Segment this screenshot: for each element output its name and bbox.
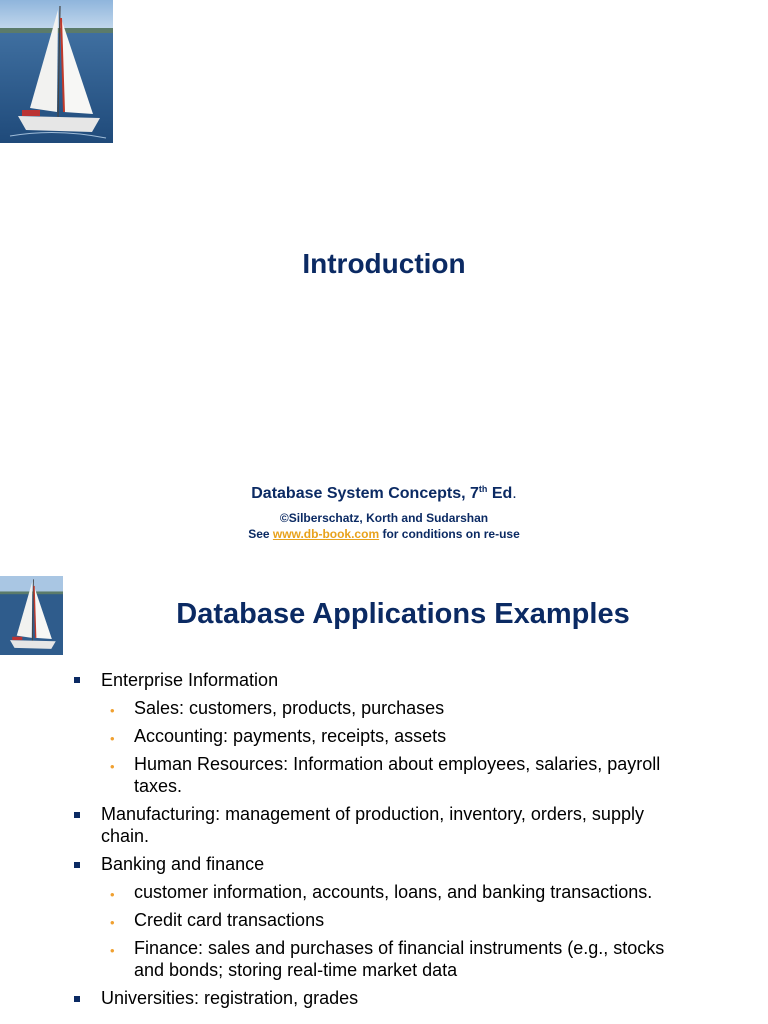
list-item: customer information, accounts, loans, and banking transactions. [134, 882, 653, 902]
dot-bullet-icon: • [110, 703, 115, 718]
dot-bullet-icon: • [110, 943, 115, 958]
sailboat-image [0, 576, 63, 655]
list-item: Credit card transactions [134, 910, 325, 930]
edition-suffix: Ed [487, 485, 513, 502]
dot-bullet-icon: • [110, 887, 115, 902]
dot-bullet-icon: • [110, 915, 115, 930]
square-bullet-icon [74, 677, 80, 683]
reuse-prefix: See [248, 527, 273, 541]
list-item: Universities: registration, grades [101, 988, 359, 1008]
db-book-link[interactable]: www.db-book.com [272, 527, 380, 541]
list-item: Finance: sales and purchases of financial instruments (e.g., stocks and bonds; storing real-time market data [134, 938, 665, 980]
list-item: Enterprise Information [101, 670, 279, 690]
book-title-text: Database System Concepts, 7 [251, 485, 479, 502]
dot-bullet-icon: • [110, 759, 115, 774]
list-item: Banking and finance [101, 854, 265, 874]
slide-database-applications [0, 576, 768, 1024]
square-bullet-icon [74, 996, 80, 1002]
copyright-line: ©Silberschatz, Korth and Sudarshan [279, 511, 489, 525]
list-item: Manufacturing: management of production, inventory, orders, supply chain. [101, 804, 644, 846]
square-bullet-icon [74, 862, 80, 868]
list-item: Sales: customers, products, purchases [134, 698, 445, 718]
reuse-suffix: for conditions on re-use [379, 527, 520, 541]
edition-superscript: th [478, 484, 488, 494]
square-bullet-icon [74, 812, 80, 818]
dot-bullet-icon: • [110, 731, 115, 746]
list-item: Accounting: payments, receipts, assets [134, 726, 447, 746]
book-title [0, 484, 768, 503]
reuse-line [0, 527, 768, 541]
slide-title: Introduction [302, 248, 466, 279]
slide-title: Database Applications Examples [176, 598, 630, 630]
sailboat-image [0, 0, 113, 143]
edition-period: . [512, 485, 517, 502]
list-item: Human Resources: Information about employees, salaries, payroll taxes. [134, 754, 661, 796]
